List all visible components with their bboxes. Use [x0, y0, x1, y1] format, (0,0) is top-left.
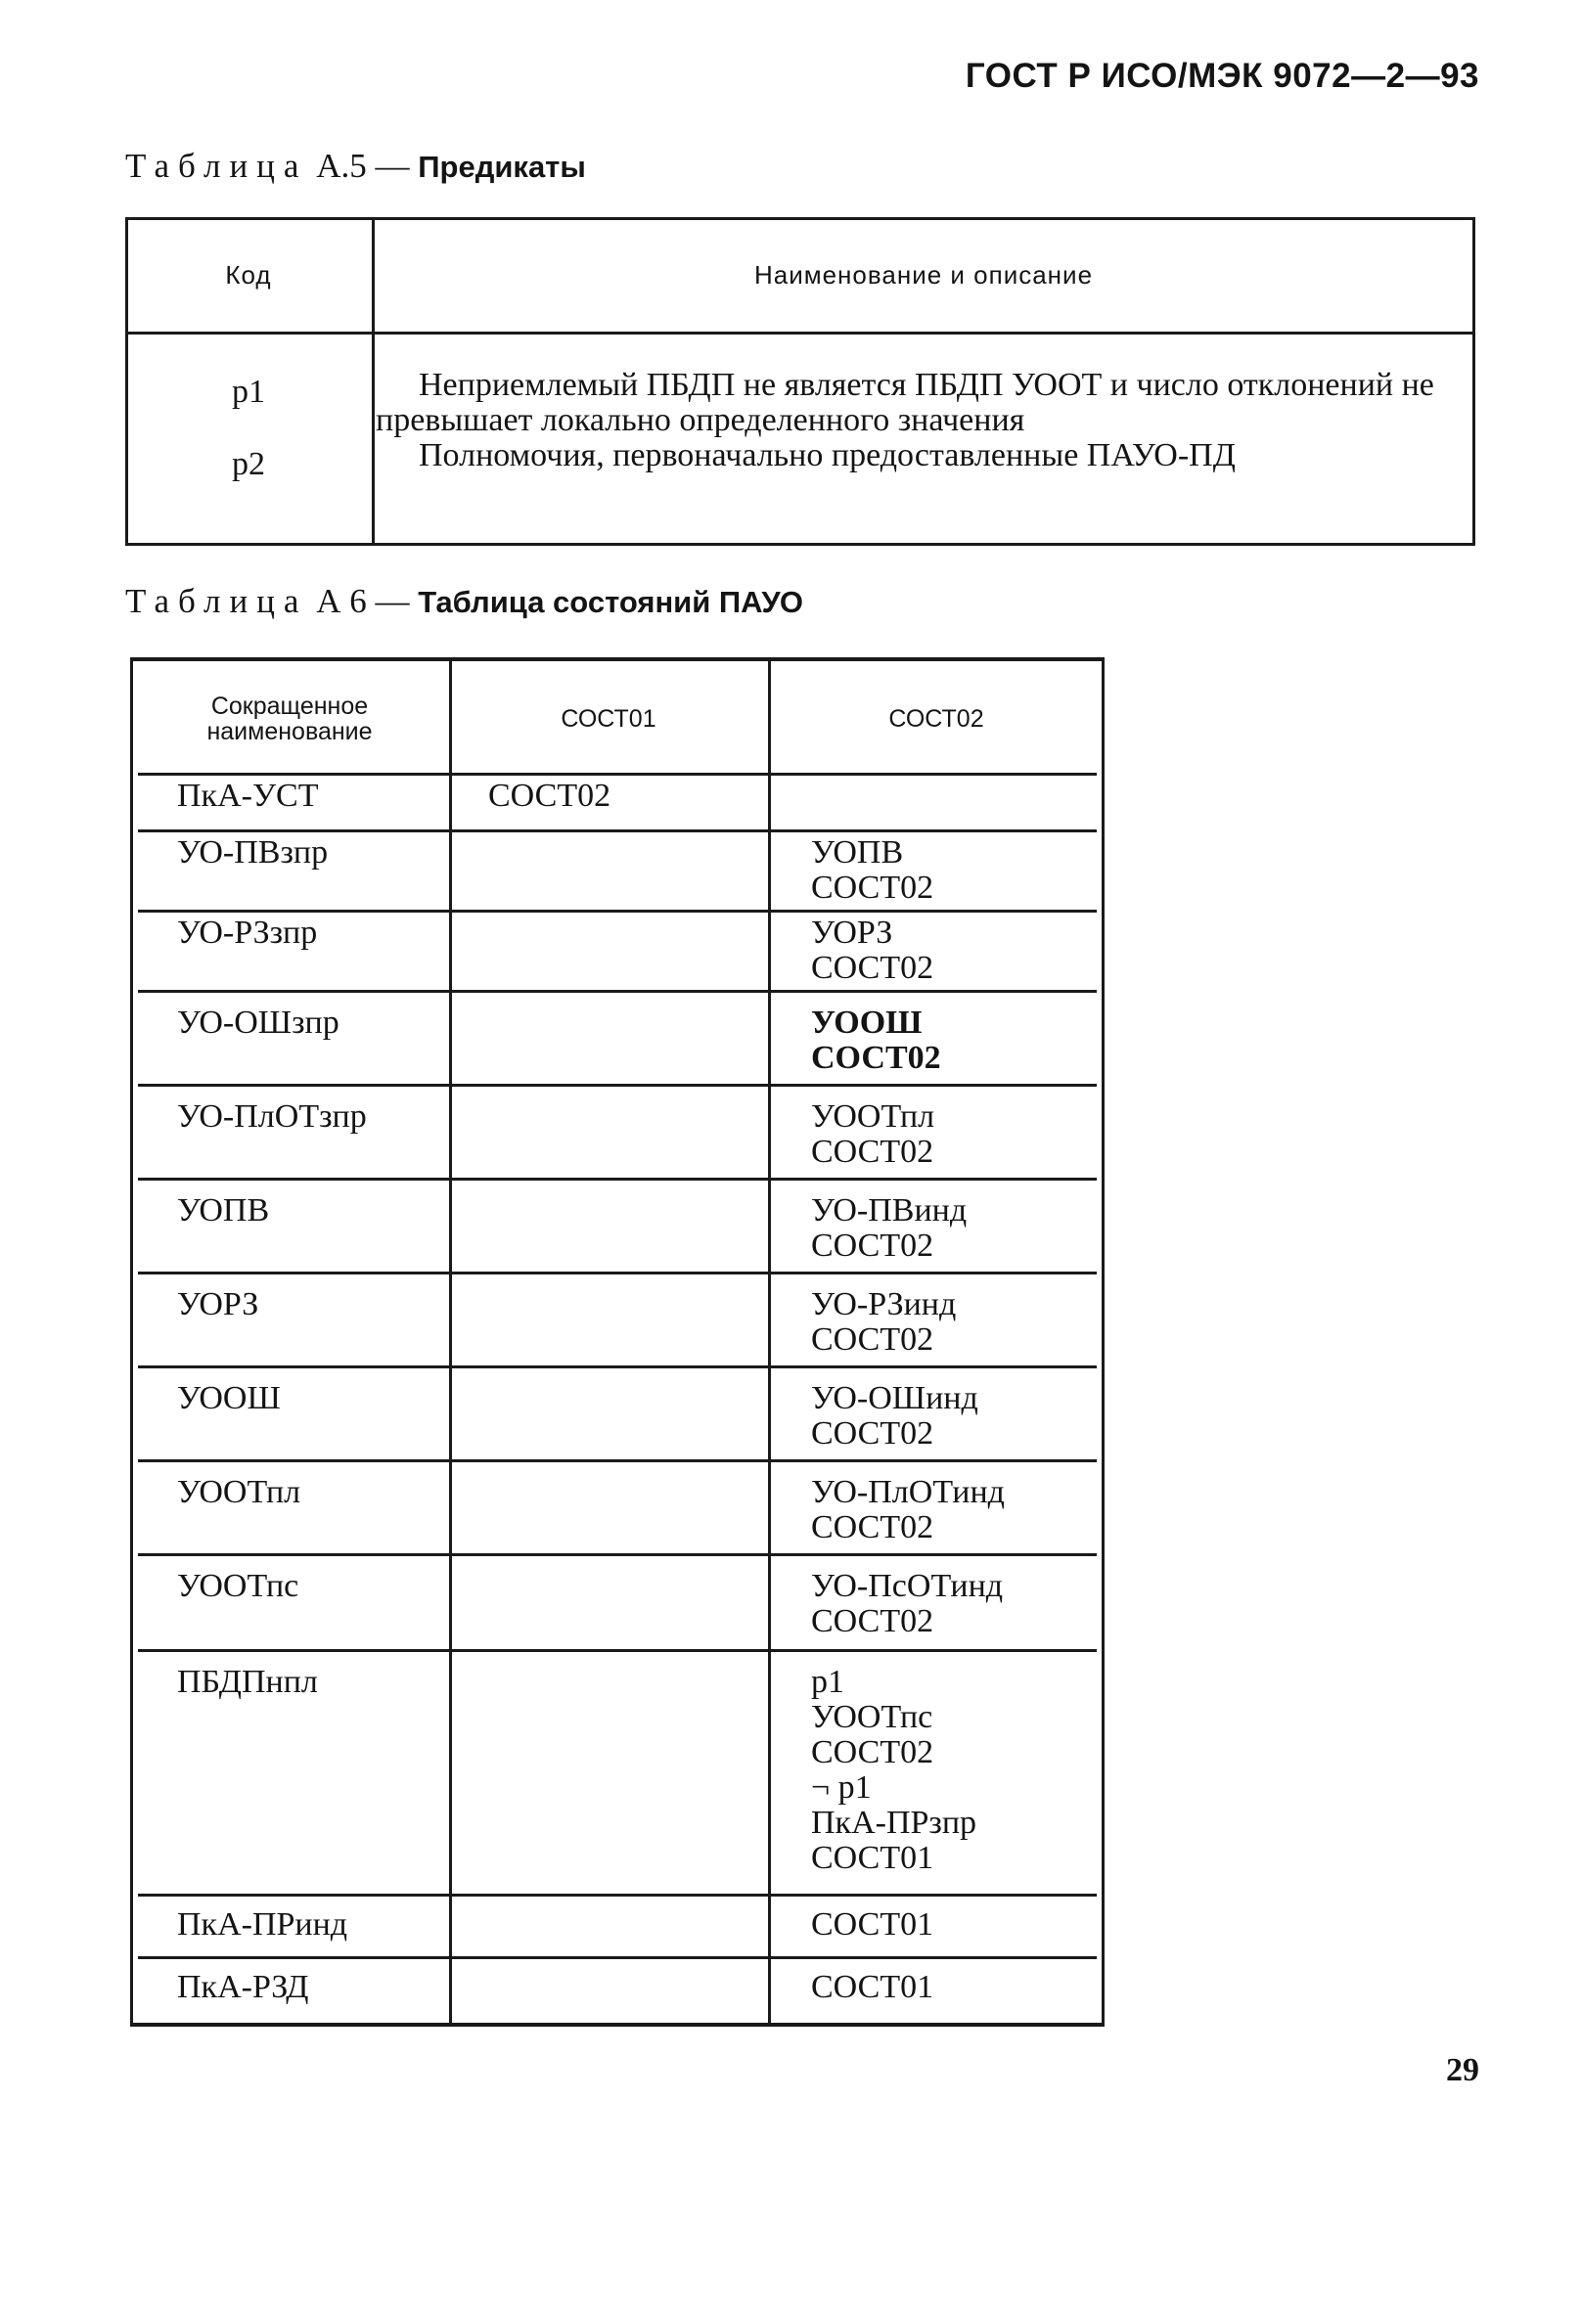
event-name: УОРЗ — [177, 1286, 259, 1322]
predicate-description: Неприемлемый ПБДП не является ПБДП УООТ и число отклонений не превышает локально определенного значения — [376, 367, 1434, 438]
row-rule — [138, 1649, 1097, 1652]
row-rule — [138, 910, 1097, 913]
event-name: УООТпс — [177, 1568, 299, 1604]
row-rule — [138, 1459, 1097, 1462]
predicate-code: p2 — [232, 446, 265, 482]
row-rule — [138, 1553, 1097, 1556]
row-rule — [138, 773, 1097, 776]
page-number: 29 — [1446, 2052, 1479, 2088]
caption-title: Таблица состояний ПАУО — [418, 585, 804, 619]
state-02-action: УО-ПВинд СОСТ02 — [811, 1192, 968, 1264]
state-02-action: УООТпл СОСТ02 — [811, 1098, 935, 1170]
caption-word: Таблица — [125, 582, 308, 620]
predicate-description: Полномочия, первоначально предоставленные ПАУО-ПД — [419, 437, 1236, 473]
state-02-action: СОСТ01 — [811, 1969, 934, 2005]
caption-number: А.5 — — [316, 147, 410, 185]
caption-word: Таблица — [125, 147, 308, 185]
row-rule — [138, 1178, 1097, 1181]
column-header-code: Код — [225, 259, 272, 290]
caption-title: Предикаты — [418, 150, 586, 184]
event-name: ПкА-РЗД — [177, 1969, 309, 2005]
table-rule — [130, 2023, 1105, 2027]
event-name: УОПВ — [177, 1192, 270, 1229]
caption-number: А 6 — — [316, 582, 410, 620]
table-rule — [125, 543, 1475, 546]
row-rule — [138, 1272, 1097, 1274]
row-rule — [138, 1365, 1097, 1368]
event-name: УО-РЗзпр — [177, 915, 318, 951]
event-name: УО-ПВзпр — [177, 834, 329, 871]
table-a6-caption — [125, 582, 803, 621]
event-name: ПкА-УСТ — [177, 778, 319, 814]
event-name: УО-ОШзпр — [177, 1005, 339, 1041]
row-rule — [138, 829, 1097, 832]
event-name: ПкА-ПРинд — [177, 1906, 348, 1943]
table-a6 — [130, 657, 1105, 2027]
table-rule — [768, 657, 771, 2027]
document-header: ГОСТ Р ИСО/МЭК 9072—2—93 — [965, 57, 1479, 95]
predicate-code: p1 — [232, 374, 265, 410]
row-rule — [138, 990, 1097, 993]
row-rule — [138, 1084, 1097, 1087]
row-rule — [138, 1956, 1097, 1959]
state-02-action: УООШ СОСТ02 — [811, 1005, 941, 1076]
state-02-action: УО-РЗинд СОСТ02 — [811, 1286, 957, 1358]
state-02-action: СОСТ01 — [811, 1906, 934, 1943]
column-header-description: Наименование и описание — [753, 259, 1094, 290]
table-rule — [130, 657, 133, 2027]
table-a5-caption — [125, 147, 586, 186]
row-rule — [138, 1894, 1097, 1897]
event-name: УООШ — [177, 1380, 281, 1416]
column-header-state-01: СОСТ01 — [561, 705, 656, 733]
column-header-name: Сокращенное наименование — [206, 693, 373, 745]
state-02-action: УО-ПсОТинд СОСТ02 — [811, 1568, 1004, 1639]
state-02-action: p1 УООТпс СОСТ02 ¬ p1 ПкА-ПРзпр СОСТ01 — [811, 1664, 977, 1876]
state-02-action: УО-ОШинд СОСТ02 — [811, 1380, 978, 1452]
event-name: УООТпл — [177, 1474, 301, 1510]
table-rule — [449, 657, 452, 2027]
table-a5 — [125, 217, 1475, 546]
event-name: ПБДПнпл — [177, 1664, 318, 1700]
table-rule — [1102, 657, 1105, 2027]
state-02-action: УО-ПлОТинд СОСТ02 — [811, 1474, 1005, 1545]
state-02-action: УОРЗ СОСТ02 — [811, 915, 934, 986]
column-header-state-02: СОСТ02 — [888, 705, 984, 733]
event-name: УО-ПлОТзпр — [177, 1098, 367, 1135]
state-01-action: СОСТ02 — [488, 778, 611, 814]
state-02-action: УОПВ СОСТ02 — [811, 834, 934, 906]
